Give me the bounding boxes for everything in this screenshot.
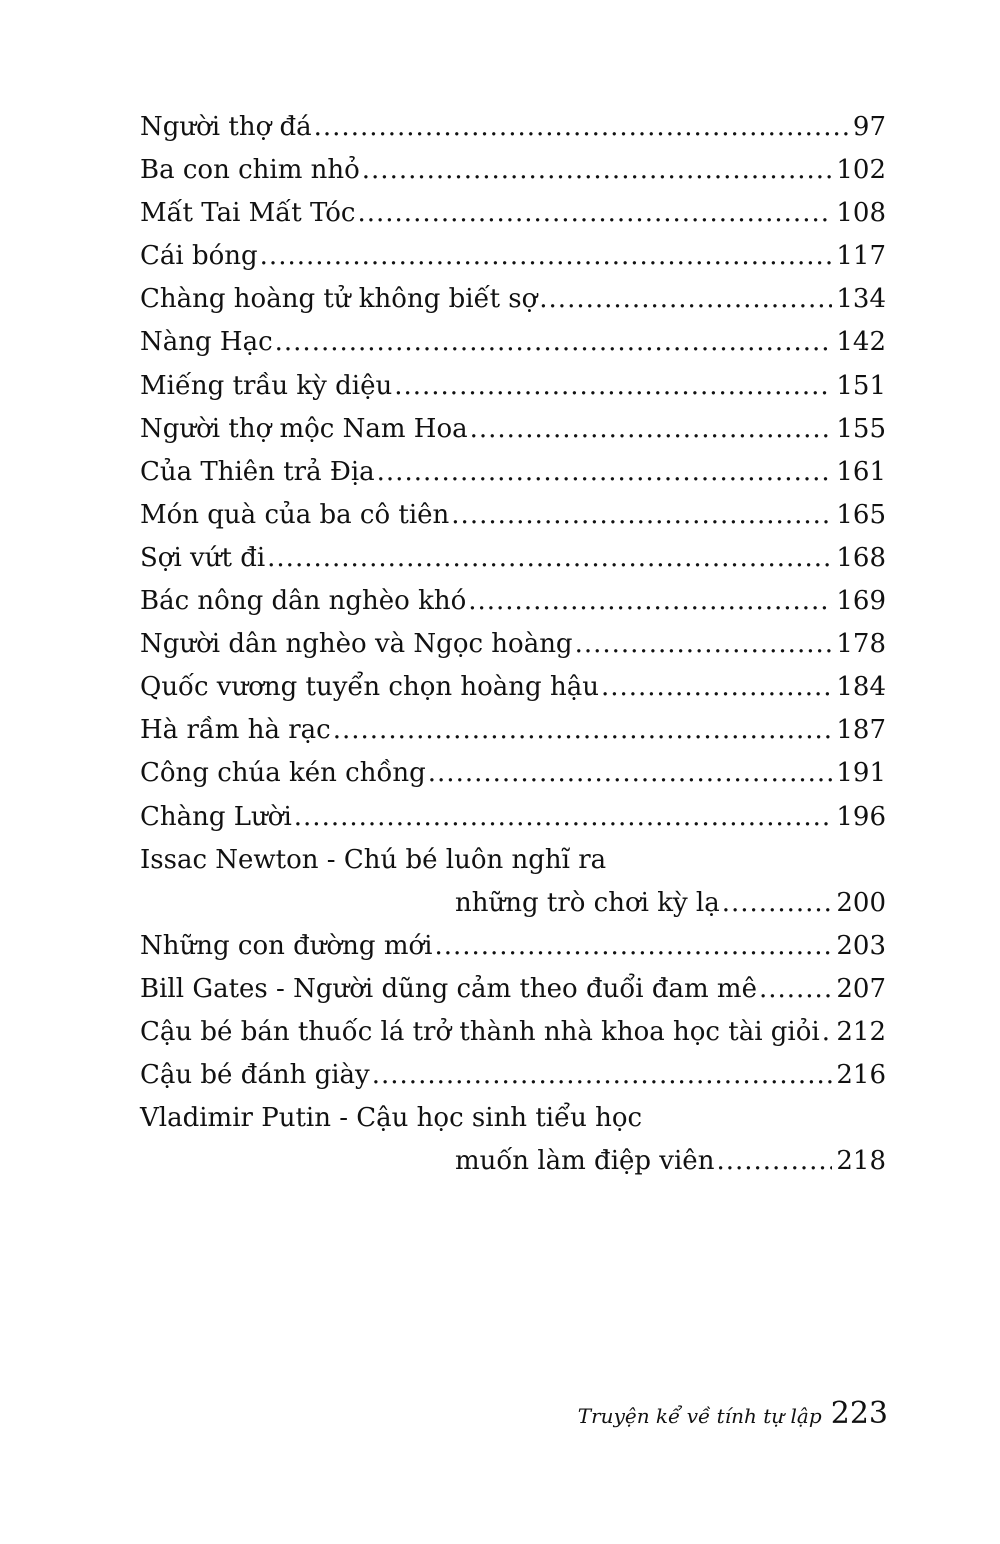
entry-page: 212 xyxy=(836,1016,886,1047)
entry-page: 165 xyxy=(836,499,886,530)
entry-title: Vladimir Putin - Cậu học sinh tiểu học xyxy=(140,1103,643,1134)
toc-entry xyxy=(140,925,886,968)
dot-leader xyxy=(267,537,832,580)
toc-entry-continuation xyxy=(140,882,886,925)
entry-page: 161 xyxy=(836,456,886,487)
entry-page: 187 xyxy=(836,715,886,746)
entry-title: Cậu bé đánh giày xyxy=(140,1060,370,1091)
entry-title: Nàng Hạc xyxy=(140,327,273,358)
entry-page: 134 xyxy=(836,284,886,315)
entry-title-continuation: muốn làm điệp viên xyxy=(455,1146,715,1177)
entry-page: 169 xyxy=(836,586,886,617)
dot-leader xyxy=(470,408,833,451)
dot-leader xyxy=(357,192,832,235)
entry-title: Ba con chim nhỏ xyxy=(140,155,360,186)
entry-title: Món quà của ba cô tiên xyxy=(140,499,450,530)
dot-leader xyxy=(294,796,833,839)
dot-leader xyxy=(716,1140,832,1183)
dot-leader xyxy=(468,580,832,623)
table-of-contents xyxy=(140,106,886,1183)
entry-page: 196 xyxy=(836,801,886,832)
entry-page: 168 xyxy=(836,542,886,573)
entry-title: Người dân nghèo và Ngọc hoàng xyxy=(140,629,573,660)
entry-title: Chàng hoàng tử không biết sợ xyxy=(140,284,538,315)
toc-entry xyxy=(140,365,886,408)
toc-entry xyxy=(140,1011,886,1054)
toc-entry xyxy=(140,752,886,795)
entry-page: 151 xyxy=(836,370,886,401)
toc-entry xyxy=(140,1054,886,1097)
entry-page: 102 xyxy=(836,155,886,186)
entry-title: Công chúa kén chồng xyxy=(140,758,426,789)
toc-entry xyxy=(140,839,886,882)
toc-entry xyxy=(140,537,886,580)
toc-entry-continuation xyxy=(140,1140,886,1183)
dot-leader xyxy=(362,149,833,192)
dot-leader xyxy=(260,235,833,278)
entry-page: 218 xyxy=(836,1146,886,1177)
entry-title: Chàng Lười xyxy=(140,801,292,832)
toc-entry xyxy=(140,408,886,451)
toc-entry xyxy=(140,709,886,752)
entry-title: Miếng trầu kỳ diệu xyxy=(140,370,393,401)
entry-page: 203 xyxy=(836,930,886,961)
dot-leader xyxy=(434,925,832,968)
running-title: Truyện kể về tính tự lập xyxy=(577,1404,822,1428)
toc-entry xyxy=(140,796,886,839)
entry-title: Người thợ mộc Nam Hoa xyxy=(140,413,468,444)
dot-leader xyxy=(275,321,833,364)
toc-entry xyxy=(140,235,886,278)
entry-page: 178 xyxy=(836,629,886,660)
entry-title: Bác nông dân nghèo khó xyxy=(140,586,467,617)
entry-page: 200 xyxy=(836,887,886,918)
entry-page: 97 xyxy=(852,112,886,142)
entry-title: Cậu bé bán thuốc lá trở thành nhà khoa học tài giỏi xyxy=(140,1016,820,1047)
entry-page: 108 xyxy=(836,198,886,229)
dot-leader xyxy=(394,365,832,408)
entry-title: Người thợ đá xyxy=(140,112,312,142)
entry-title: Hà rầm hà rạc xyxy=(140,715,331,746)
entry-title: Những con đường mới xyxy=(140,930,433,961)
toc-entry xyxy=(140,149,886,192)
entry-title: Bill Gates - Người dũng cảm theo đuổi đam mê xyxy=(140,973,757,1004)
entry-title-continuation: những trò chơi kỳ lạ xyxy=(455,887,720,918)
dot-leader xyxy=(601,666,832,709)
page-number: 223 xyxy=(830,1396,888,1431)
dot-leader xyxy=(377,451,833,494)
entry-page: 184 xyxy=(836,672,886,703)
entry-page: 155 xyxy=(836,413,886,444)
entry-title: Cái bóng xyxy=(140,241,258,272)
toc-entry xyxy=(140,192,886,235)
dot-leader xyxy=(759,968,832,1011)
toc-entry xyxy=(140,580,886,623)
entry-page: 142 xyxy=(836,327,886,358)
dot-leader xyxy=(314,106,849,149)
entry-title: Mất Tai Mất Tóc xyxy=(140,198,356,229)
toc-entry xyxy=(140,968,886,1011)
entry-page: 207 xyxy=(836,973,886,1004)
entry-page: 117 xyxy=(836,241,886,272)
dot-leader xyxy=(722,882,833,925)
dot-leader xyxy=(333,709,833,752)
toc-entry xyxy=(140,321,886,364)
entry-title: Sợi vứt đi xyxy=(140,542,266,573)
dot-leader xyxy=(822,1011,833,1054)
toc-entry xyxy=(140,106,886,149)
entry-title: Issac Newton - Chú bé luôn nghĩ ra xyxy=(140,844,607,875)
toc-entry xyxy=(140,278,886,321)
entry-title: Của Thiên trả Địa xyxy=(140,456,375,487)
entry-page: 216 xyxy=(836,1060,886,1091)
dot-leader xyxy=(372,1054,833,1097)
toc-entry xyxy=(140,623,886,666)
dot-leader xyxy=(539,278,832,321)
page-footer xyxy=(578,1396,888,1431)
toc-entry xyxy=(140,494,886,537)
toc-entry xyxy=(140,1097,886,1140)
entry-page: 191 xyxy=(836,758,886,789)
toc-entry xyxy=(140,451,886,494)
dot-leader xyxy=(575,623,833,666)
entry-title: Quốc vương tuyển chọn hoàng hậu xyxy=(140,672,599,703)
toc-entry xyxy=(140,666,886,709)
dot-leader xyxy=(428,752,833,795)
dot-leader xyxy=(451,494,832,537)
